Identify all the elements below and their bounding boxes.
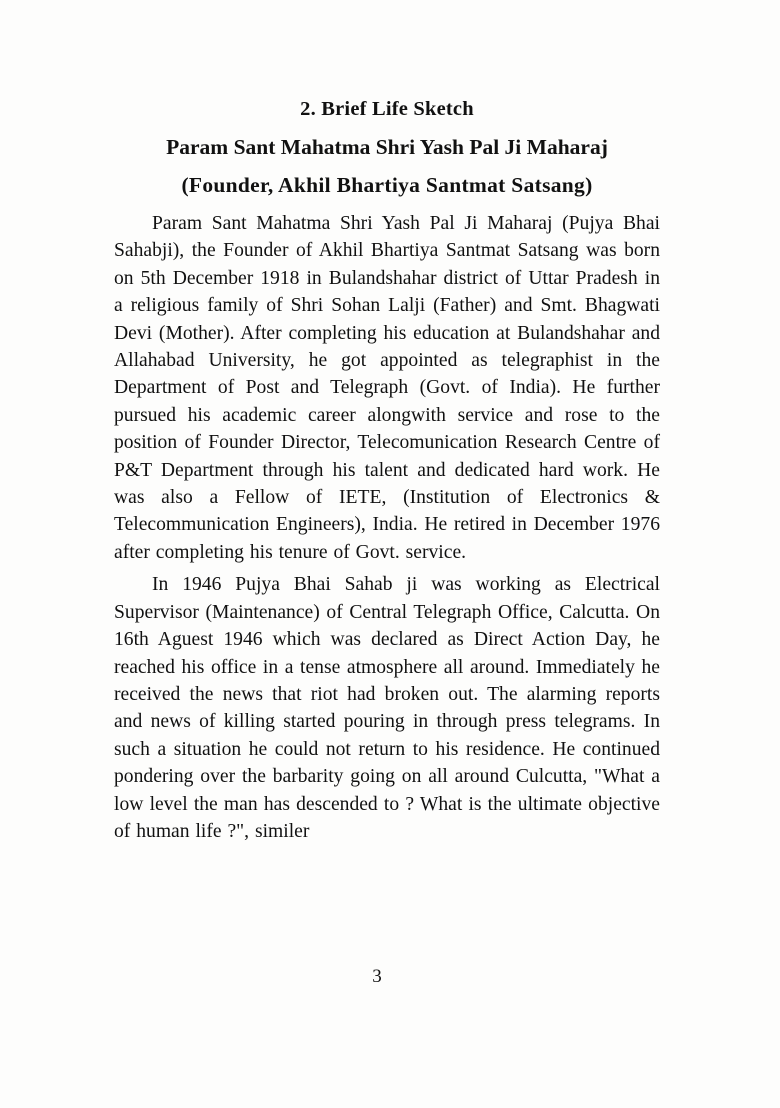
paragraph-2: In 1946 Pujya Bhai Sahab ji was working as Electrical Supervisor (Maintenance) of Central Telegraph Office, Calcutta. On 16th Aguest 1946 which was declared as Direct Action Day, he reached his office in a tense atmosphere all around. Immediately he received the news that riot had broken out. The alarming reports and news of killing started pouring in through press telegrams. In such a situation he could not return to his residence. He continued pondering over the barbarity going on all around Culcutta, "What a low level the man has descended to ? What is the ultimate objective of human life ?", similer	[114, 574, 660, 842]
heading-name: Param Sant Mahatma Shri Yash Pal Ji Maharaj	[166, 135, 608, 159]
chapter-title: 2. Brief Life Sketch	[300, 98, 474, 120]
paragraph-1: Param Sant Mahatma Shri Yash Pal Ji Maharaj (Pujya Bhai Sahabji), the Founder of Akhil Bhartiya Santmat Satsang was born on 5th December 1918 in Bulandshahar district of Uttar Pradesh in a religious family of Shri Sohan Lalji (Father) and Smt. Bhagwati Devi (Mother). After completing his education at Bulandshahar and Allahabad University, he got appointed as telegraphist in the Department of Post and Telegraph (Govt. of India). He further pursued his academic career alongwith service and rose to the position of Founder Director, Telecomunication Research Centre of P&T Department through his talent and dedicated hard work. He was also a Fellow of IETE, (Institution of Electronics & Telecommunication Engineers), India. He retired in December 1976 after completing his tenure of Govt. service.	[114, 213, 660, 563]
page-number: 3	[372, 966, 382, 987]
heading-subtitle: (Founder, Akhil Bhartiya Santmat Satsang)	[181, 173, 593, 197]
